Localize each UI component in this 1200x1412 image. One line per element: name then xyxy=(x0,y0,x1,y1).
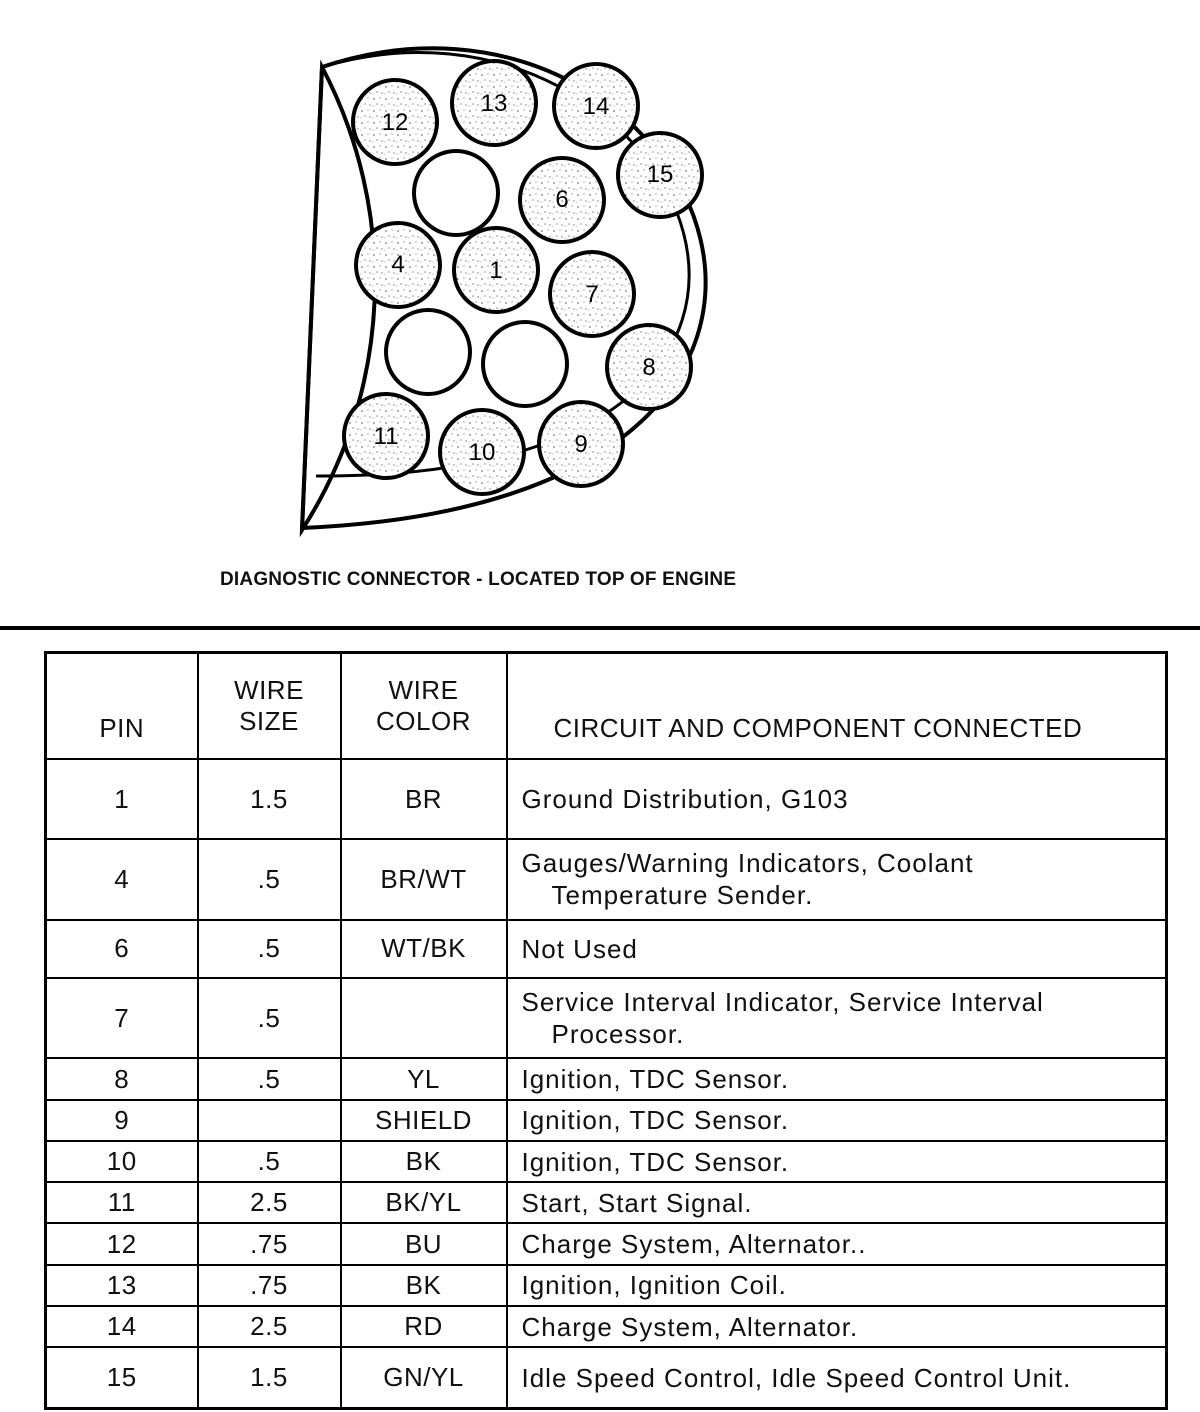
cell-wire-size: .5 xyxy=(198,1141,341,1182)
table-row xyxy=(46,1223,1167,1264)
connector-caption: DIAGNOSTIC CONNECTOR - LOCATED TOP OF ENGINE xyxy=(220,569,737,590)
cell-circuit xyxy=(507,1141,1167,1182)
table-row xyxy=(46,1182,1167,1223)
cell-pin: 14 xyxy=(46,1306,198,1347)
pin-label-11: 11 xyxy=(373,423,399,450)
cell-circuit xyxy=(507,1058,1167,1099)
cell-pin: 12 xyxy=(46,1223,198,1264)
cell-wire-color: GN/YL xyxy=(341,1347,507,1408)
pin-label-15: 15 xyxy=(646,161,674,188)
circuit-line: Ground Distribution, G103 xyxy=(521,784,849,815)
circuit-line-2: Temperature Sender. xyxy=(551,880,814,911)
pin-label-6: 6 xyxy=(555,186,569,213)
header-pin: PIN xyxy=(46,653,198,760)
pin-label-8: 8 xyxy=(642,354,656,381)
header-wire-size-line1: WIRE xyxy=(234,675,304,705)
table-row xyxy=(46,978,1167,1058)
cell-wire-color: RD xyxy=(341,1306,507,1347)
cell-circuit xyxy=(507,978,1167,1058)
circuit-line: Gauges/Warning Indicators, Coolant xyxy=(521,848,974,879)
connector-flat-side xyxy=(302,67,322,530)
cell-wire-size: .5 xyxy=(198,920,341,979)
cell-wire-color: BK/YL xyxy=(341,1182,507,1223)
cell-circuit xyxy=(507,1182,1167,1223)
pin-label-13: 13 xyxy=(480,90,508,117)
cell-wire-color: BR/WT xyxy=(341,839,507,919)
table-row xyxy=(46,1141,1167,1182)
circuit-line: Idle Speed Control, Idle Speed Control Unit. xyxy=(521,1362,1072,1393)
cell-pin: 11 xyxy=(46,1182,198,1223)
table-header-row xyxy=(46,653,1167,760)
pin-label-4: 4 xyxy=(391,251,405,278)
header-wire-size xyxy=(198,653,341,760)
section-divider xyxy=(0,626,1200,630)
cell-pin: 13 xyxy=(46,1265,198,1306)
cell-wire-color: BK xyxy=(341,1265,507,1306)
circuit-line: Start, Start Signal. xyxy=(521,1187,753,1218)
cell-wire-size: .75 xyxy=(198,1265,341,1306)
connector-pin-blank-c xyxy=(483,322,567,406)
header-wire-color-line2: COLOR xyxy=(376,706,471,736)
pin-table xyxy=(44,651,1168,1410)
header-wire-color xyxy=(341,653,507,760)
cell-wire-size: .5 xyxy=(198,978,341,1058)
cell-wire-color xyxy=(341,978,507,1058)
pin-label-10: 10 xyxy=(468,439,496,466)
table-row xyxy=(46,1058,1167,1099)
table-row xyxy=(46,1306,1167,1347)
pin-label-9: 9 xyxy=(574,431,588,458)
cell-circuit xyxy=(507,839,1167,919)
header-wire-color-line1: WIRE xyxy=(388,675,459,705)
cell-wire-color: YL xyxy=(341,1058,507,1099)
cell-circuit xyxy=(507,920,1167,979)
circuit-line: Ignition, TDC Sensor. xyxy=(521,1146,790,1177)
table-row xyxy=(46,920,1167,979)
cell-pin: 1 xyxy=(46,759,198,839)
cell-wire-size xyxy=(198,1100,341,1141)
cell-pin: 6 xyxy=(46,920,198,979)
cell-wire-size: 2.5 xyxy=(198,1306,341,1347)
cell-wire-size: 1.5 xyxy=(198,759,341,839)
cell-circuit xyxy=(507,1265,1167,1306)
table-row xyxy=(46,759,1167,839)
cell-pin: 15 xyxy=(46,1347,198,1408)
table-row xyxy=(46,1100,1167,1141)
header-wire-size-line2: SIZE xyxy=(239,706,299,736)
cell-wire-color: BK xyxy=(341,1141,507,1182)
cell-circuit xyxy=(507,1100,1167,1141)
connector-pin-blank-a xyxy=(414,151,498,235)
table-row xyxy=(46,1347,1167,1408)
cell-circuit xyxy=(507,759,1167,839)
pin-label-12: 12 xyxy=(381,109,409,136)
cell-wire-color: BU xyxy=(341,1223,507,1264)
cell-wire-color: BR xyxy=(341,759,507,839)
circuit-line-2: Processor. xyxy=(551,1019,685,1050)
cell-wire-size: .5 xyxy=(198,839,341,919)
cell-circuit xyxy=(507,1306,1167,1347)
header-circuit: CIRCUIT AND COMPONENT CONNECTED xyxy=(507,653,1167,760)
cell-wire-size: .75 xyxy=(198,1223,341,1264)
pin-label-1: 1 xyxy=(489,257,503,284)
circuit-line: Ignition, TDC Sensor. xyxy=(521,1105,790,1136)
connector-pin-blank-b xyxy=(386,310,470,394)
cell-pin: 9 xyxy=(46,1100,198,1141)
pin-label-14: 14 xyxy=(582,93,610,120)
circuit-line: Charge System, Alternator.. xyxy=(521,1229,867,1260)
circuit-line: Ignition, Ignition Coil. xyxy=(521,1270,787,1301)
cell-wire-color: SHIELD xyxy=(341,1100,507,1141)
diagnostic-connector-diagram xyxy=(0,0,1200,560)
cell-pin: 7 xyxy=(46,978,198,1058)
circuit-line: Ignition, TDC Sensor. xyxy=(521,1064,790,1095)
circuit-line: Charge System, Alternator. xyxy=(521,1311,859,1342)
cell-pin: 10 xyxy=(46,1141,198,1182)
circuit-line: Not Used xyxy=(521,933,638,964)
cell-wire-size: 2.5 xyxy=(198,1182,341,1223)
cell-wire-size: .5 xyxy=(198,1058,341,1099)
cell-wire-color: WT/BK xyxy=(341,920,507,979)
cell-wire-size: 1.5 xyxy=(198,1347,341,1408)
cell-pin: 8 xyxy=(46,1058,198,1099)
table-row xyxy=(46,1265,1167,1306)
cell-circuit xyxy=(507,1223,1167,1264)
circuit-line: Service Interval Indicator, Service Interval xyxy=(521,987,1044,1018)
pin-label-7: 7 xyxy=(585,281,599,308)
cell-circuit xyxy=(507,1347,1167,1408)
cell-pin: 4 xyxy=(46,839,198,919)
table-row xyxy=(46,839,1167,919)
